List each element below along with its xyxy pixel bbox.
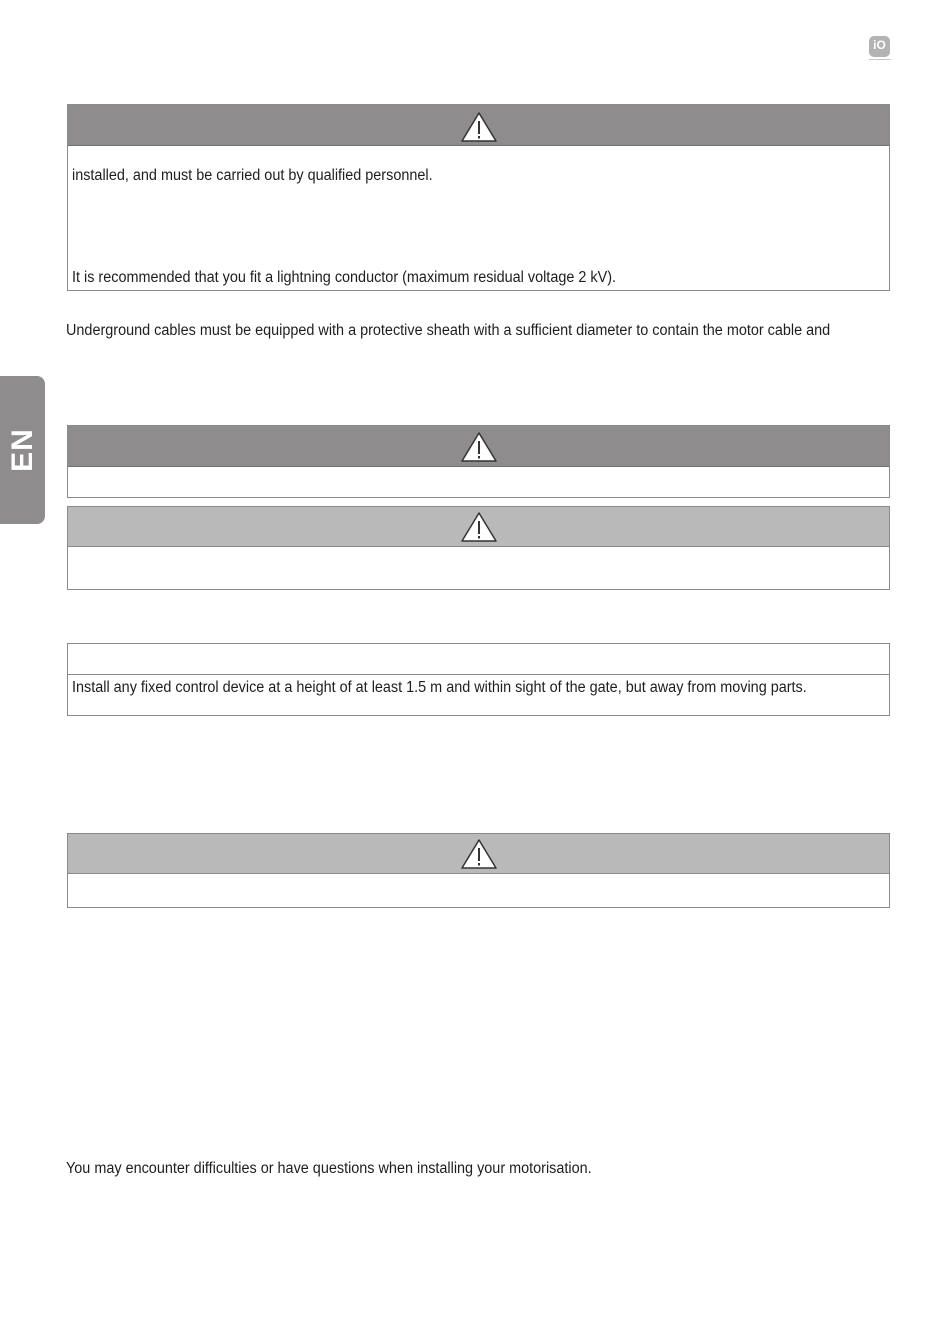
warning-box-header (68, 834, 889, 874)
logo-text: iO (873, 38, 886, 52)
warning-box-header (68, 507, 889, 547)
info-box-control-device (67, 643, 890, 716)
language-label: EN (5, 428, 39, 472)
io-homecontrol-logo-icon (869, 36, 890, 57)
warning-triangle-icon (460, 838, 498, 870)
box1-text-line1: installed, and must be carried out by qualified personnel. (72, 167, 433, 184)
warning-box-header (68, 105, 889, 146)
warning-triangle-icon (460, 111, 498, 143)
paragraph-underground-cables: Underground cables must be equipped with a protective sheath with a sufficient diameter to contain the motor cable and (66, 322, 831, 339)
warning-triangle-icon (460, 511, 498, 543)
warning-box-2 (67, 425, 890, 498)
box4-text-line1: Install any fixed control device at a height of at least 1.5 m and within sight of the gate, but away from moving parts. (72, 679, 807, 696)
paragraph-difficulties: You may encounter difficulties or have questions when installing your motorisation. (66, 1160, 592, 1177)
logo-underline (869, 59, 891, 60)
box1-text-line2: It is recommended that you fit a lightning conductor (maximum residual voltage 2 kV). (72, 269, 617, 286)
warning-box-header (68, 426, 889, 467)
warning-triangle-icon (460, 431, 498, 463)
warning-box-5 (67, 833, 890, 908)
info-box-header-row (68, 644, 889, 675)
warning-box-3 (67, 506, 890, 590)
warning-box-installation (67, 104, 890, 291)
language-tab (0, 376, 45, 524)
